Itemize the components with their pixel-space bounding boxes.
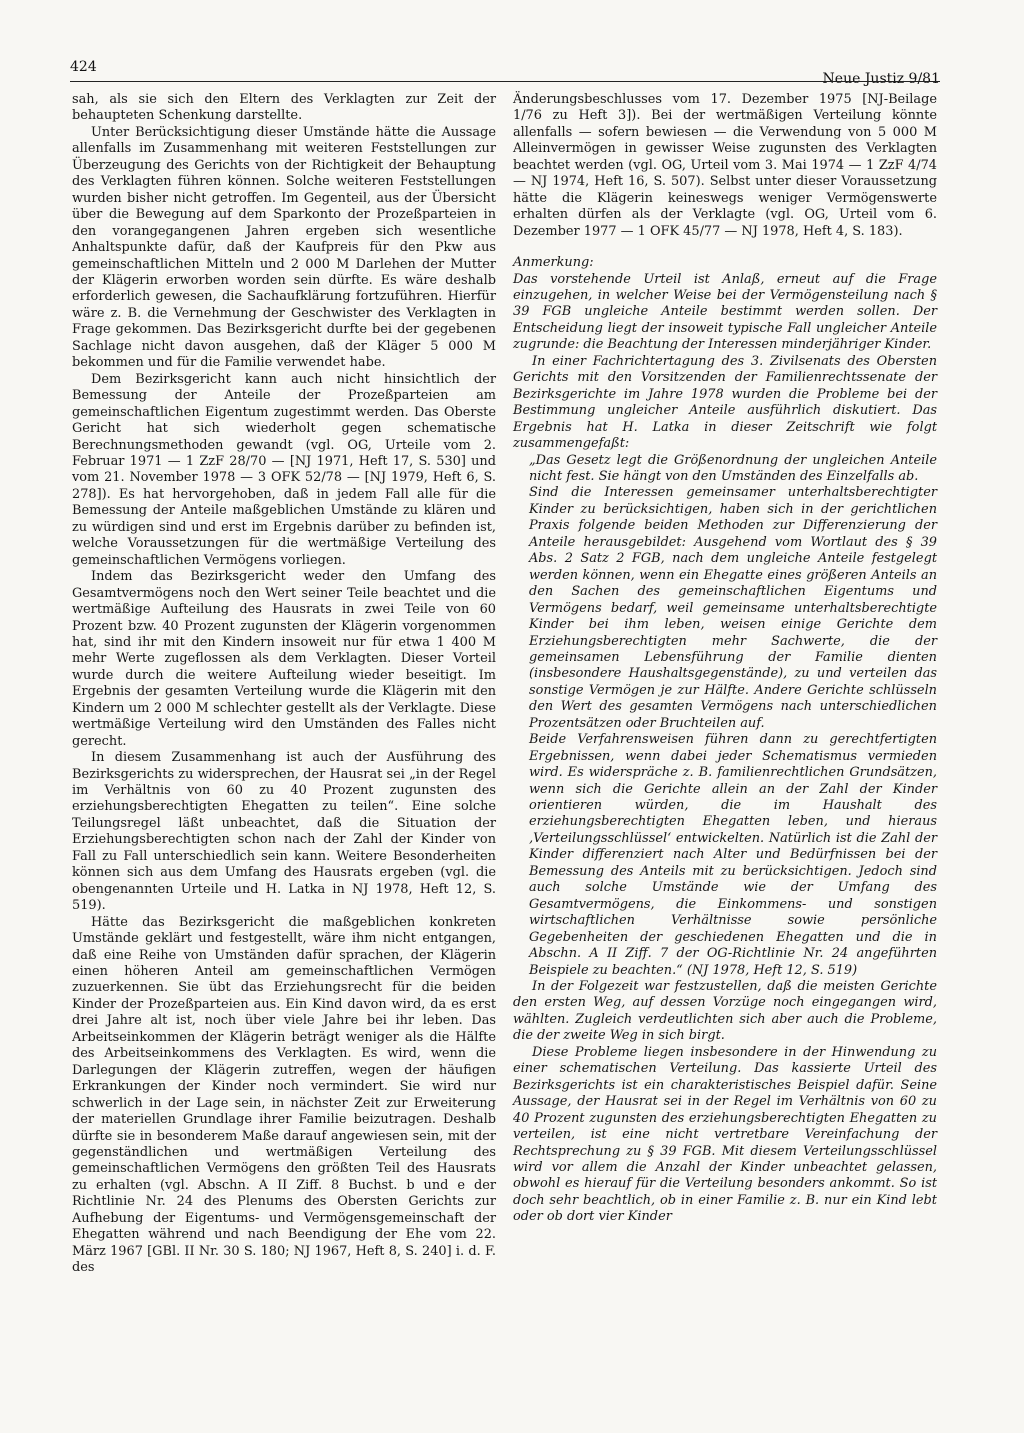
annotation-paragraph: Das vorstehende Urteil ist Anlaß, erneut auf die Frage einzugehen, in welcher Weise bei der Vermögensteilung nach § 39 FGB ungleiche Anteile bestimmt werden sollen. Der Entscheidung liegt der insoweit typische Fall ungleicher Anteile zugrunde: die Beachtung der Interessen minderjähriger Kinder. — [513, 271, 937, 353]
journal-issue: Neue Justiz 9/81 — [822, 71, 940, 87]
annotation-paragraph: In der Folgezeit war festzustellen, daß die meisten Gerichte den ersten Weg, auf dessen Vorzüge noch eingegangen wird, wählten. Zugleich verdeutlichten sich aber auch die Probleme, die der zweite Weg in sich birgt. — [513, 979, 937, 1044]
block-quote: Beide Verfahrensweisen führen dann zu gerechtfertigten Ergebnissen, wenn dabei jeder Schematismus vermieden wird. Es widerspräche z. B. familienrechtlichen Grundsätzen, wenn sich die Gerichte allein an der Zahl der Kinder orientieren würden, die im Haushalt des erziehungsberechtigten Ehegatten leben, und hieraus ‚Verteilungsschlüssel‘ entwickelten. Natürlich ist die Zahl der Kinder differenziert nach Alter und Bedürfnissen bei der Bemessung des Anteils mit zu berücksichtigen. Jedoch sind auch solche Umstände wie der Umfang des Gesamtvermögens, die Einkommens- und sonstigen wirtschaftlichen Verhältnisse sowie persönliche Gegebenheiten der geschiedenen Ehegatten und die in Abschn. A II Ziff. 7 der OG-Richtlinie Nr. 24 angeführten Beispiele zu beachten.“ (NJ 1978, Heft 12, S. 519) — [529, 732, 937, 978]
paragraph: In diesem Zusammenhang ist auch der Ausführung des Bezirksgerichts zu widersprechen, der Hausrat sei „in der Regel im Verhältnis von 60 zu 40 Prozent zugunsten des erziehungsberechtigten Ehegatten zu teilen“. Eine solche Teilungsregel läßt unbeachtet, daß die Situation der Erziehungsberechtigten schon nach der Zahl der Kinder von Fall zu Fall unterschiedlich sein kann. Weitere Besonderheiten können sich aus dem Umfang des Hausrats ergeben (vgl. die obengenannten Urteile und H. Latka in NJ 1978, Heft 12, S. 519). — [72, 750, 496, 914]
header-rule — [70, 81, 940, 82]
paragraph: Unter Berücksichtigung dieser Umstände hätte die Aussage allenfalls im Zusammenhang mit weiteren Feststellungen zur Überzeugung des Gerichts von der Richtigkeit der Behauptung des Verklagten führen können. Solche weiteren Feststellungen wurden bisher nicht getroffen. Im Gegenteil, aus der Übersicht über die Bewegung auf dem Sparkonto der Prozeßparteien in den vorangegangenen Jahren ergeben sich wesentliche Anhaltspunkte dafür, daß der Kaufpreis für den Pkw aus gemeinschaftlichen Mitteln und 2 000 M Darlehen der Mutter der Klägerin erworben worden sein dürfte. Es wäre deshalb erforderlich gewesen, die Sachaufklärung fortzuführen. Hierfür wäre z. B. die Vernehmung der Geschwister des Verklagten in Frage gekommen. Das Bezirksgericht durfte bei der gegebenen Sachlage nicht davon ausgehen, daß der Kläger 5 000 M bekommen und für die Familie verwendet habe. — [72, 124, 496, 371]
block-quote: Sind die Interessen gemeinsamer unterhaltsberechtigter Kinder zu berücksichtigen, haben sich in der gerichtlichen Praxis folgende beiden Methoden zur Differenzierung der Anteile herausgebildet: Ausgehend vom Wortlaut des § 39 Abs. 2 Satz 2 FGB, nach dem ungleiche Anteile festgelegt werden können, wenn ein Ehegatte eines größeren Anteils an den Sachen des gemeinschaftlichen Eigentums und Vermögens bedarf, weil gemeinsame unterhaltsberechtigte Kinder bei ihm leben, weisen einige Gerichte dem Erziehungsberechtigten mehr Sachwerte, die der gemeinsamen Lebensführung der Familie dienten (insbesondere Haushaltsgegenstände), zu und verteilen das sonstige Vermögen je zur Hälfte. Andere Gerichte schlüsseln den Wert des gesamten Vermögens nach unterschiedlichen Prozentsätzen oder Bruchteilen auf. — [529, 485, 937, 731]
right-column — [513, 92, 937, 1226]
annotation-heading: Anmerkung: — [513, 255, 594, 271]
annotation-paragraph: In einer Fachrichtertagung des 3. Zivilsenats des Obersten Gerichts mit den Vorsitzenden der Familienrechtssenate der Bezirksgerichte im Jahre 1978 wurden die Probleme bei der Bestimmung ungleicher Anteile ausführlich diskutiert. Das Ergebnis hat H. Latka in dieser Zeitschrift wie folgt zusammengefaßt: — [513, 353, 937, 452]
paragraph: Indem das Bezirksgericht weder den Umfang des Gesamtvermögens noch den Wert seiner Teile beachtet und die wertmäßige Aufteilung des Hausrats in zwei Teile von 60 Prozent bzw. 40 Prozent zugunsten der Klägerin vorgenommen hat, sind ihr mit den Kindern insoweit nur für etwa 1 400 M mehr Werte zugeflossen als dem Verklagten. Dieser Vorteil wurde durch die weitere Aufteilung wieder beseitigt. Im Ergebnis der gesamten Verteilung wurde die Klägerin mit den Kindern um 2 000 M schlechter gestellt als der Verklagte. Diese wertmäßige Verteilung wird den Umständen des Falles nicht gerecht. — [72, 569, 496, 749]
block-quote: „Das Gesetz legt die Größenordnung der ungleichen Anteile nicht fest. Sie hängt von den Umständen des Einzelfalls ab. — [529, 452, 937, 484]
left-column — [72, 92, 496, 1277]
annotation-paragraph: Diese Probleme liegen insbesondere in der Hinwendung zu einer schematischen Verteilung. Das kassierte Urteil des Bezirksgerichts ist ein charakteristisches Beispiel dafür. Seine Aussage, der Hausrat sei in der Regel im Verhältnis von 60 zu 40 Prozent zugunsten des erziehungsberechtigten Ehegatten zu verteilen, ist eine nicht vertretbare Vereinfachung der Rechtsprechung zu § 39 FGB. Mit diesem Verteilungsschlüssel wird vor allem die Anzahl der Kinder unbeachtet gelassen, obwohl es hierauf für die Verteilung besonders ankommt. So ist doch sehr beachtlich, ob in einer Familie z. B. nur ein Kind lebt oder ob dort vier Kinder — [513, 1044, 937, 1225]
paragraph: Hätte das Bezirksgericht die maßgeblichen konkreten Umstände geklärt und festgestellt, wäre ihm nicht entgangen, daß eine Reihe von Umständen dafür sprachen, der Klägerin einen höheren Anteil am gemeinschaftlichen Vermögen zuzuerkennen. Sie übt das Erziehungsrecht für die beiden Kinder der Prozeßparteien aus. Ein Kind davon wird, da es erst drei Jahre alt ist, noch über viele Jahre bei ihr leben. Das Arbeitseinkommen der Klägerin beträgt weniger als die Hälfte des Arbeitseinkommens des Verklagten. Es wird, wenn die Darlegungen der Klägerin zutreffen, wegen der häufigen Erkrankungen der Kinder noch vermindert. Sie wird nur schwerlich in der Lage sein, in nächster Zeit zur Erweiterung der materiellen Grundlage ihrer Familie beizutragen. Deshalb dürfte sie in besonderem Maße darauf angewiesen sein, mit der gegenständlichen und wertmäßigen Verteilung des gemeinschaftlichen Vermögens den größten Teil des Hausrats zu erhalten (vgl. Abschn. A II Ziff. 8 Buchst. b und e der Richtlinie Nr. 24 des Plenums des Obersten Gerichts zur Aufhebung der Eigentums- und Vermögensgemeinschaft der Ehegatten während und nach Beendigung der Ehe vom 22. März 1967 [GBl. II Nr. 30 S. 180; NJ 1967, Heft 8, S. 240] i. d. F. des — [72, 914, 496, 1276]
paragraph: sah, als sie sich den Eltern des Verklagten zur Zeit der behaupteten Schenkung darstellte. — [72, 92, 496, 124]
page-header — [70, 57, 940, 87]
page-number: 424 — [70, 59, 97, 75]
paragraph: Dem Bezirksgericht kann auch nicht hinsichtlich der Bemessung der Anteile der Prozeßparteien am gemeinschaftlichen Eigentum zugestimmt werden. Das Oberste Gericht hat sich wiederholt gegen schematische Berechnungsmethoden gewandt (vgl. OG, Urteile vom 2. Februar 1971 — 1 ZzF 28/70 — [NJ 1971, Heft 17, S. 530] und vom 21. November 1978 — 3 OFK 52/78 — [NJ 1979, Heft 6, S. 278]). Es hat hervorgehoben, daß in jedem Fall alle für die Bemessung der Anteile maßgeblichen Umstände zu klären und zu würdigen sind und erst im Ergebnis darüber zu befinden ist, welche Voraussetzungen für die wertmäßige Verteilung des gemeinschaftlichen Vermögens vorliegen. — [72, 371, 496, 568]
paragraph: Änderungsbeschlusses vom 17. Dezember 1975 [NJ-Beilage 1/76 zu Heft 3]). Bei der wertmäßigen Verteilung könnte allenfalls — sofern bewiesen — die Verwendung von 5 000 M Alleinvermögen in gewisser Weise zugunsten des Verklagten beachtet werden (vgl. OG, Urteil vom 3. Mai 1974 — 1 ZzF 4/74 — NJ 1974, Heft 16, S. 507). Selbst unter dieser Voraussetzung hätte die Klägerin keineswegs weniger Vermögenswerte erhalten dürfen als der Verklagte (vgl. OG, Urteil vom 6. Dezember 1977 — 1 OFK 45/77 — NJ 1978, Heft 4, S. 183). — [513, 92, 937, 239]
